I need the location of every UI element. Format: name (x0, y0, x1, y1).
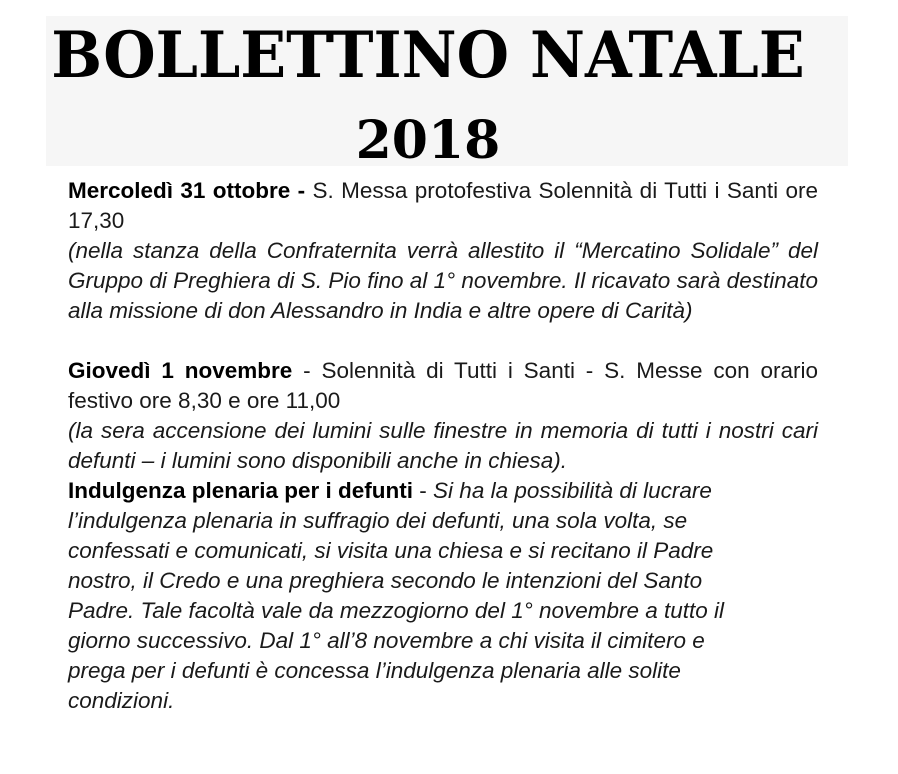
entry-1-november (68, 356, 818, 416)
indulgence-separator: - (413, 478, 434, 503)
entry-date: Giovedì 1 novembre (68, 358, 293, 383)
indulgence-text: Si ha la possibilità di lucrare l’indulgenza plenaria in suffragio dei defunti, una sola volta, se confessati e comunicati, si visita una chiesa e si recitano il Padre nostro, il Credo e una preghiera secondo le intenzioni del Santo Padre. Tale facoltà vale da mezzogiorno del 1° novembre a tutto il giorno successivo. Dal 1° all’8 novembre a chi visita il cimitero e prega per i defunti è concessa l’indulgenza plenaria alle solite condizioni. (68, 478, 725, 713)
page-title-year: 2018 (355, 110, 501, 171)
page-title: BOLLETTINO NATALE (51, 18, 805, 93)
spacer (68, 326, 818, 356)
entry-note: (la sera accensione dei lumini sulle finestre in memoria di tutti i nostri cari defunti – i lumini sono disponibili anche in chiesa). (68, 418, 818, 473)
indulgence-heading: Indulgenza plenaria per i defunti (68, 478, 414, 503)
entry-note: (nella stanza della Confraternita verrà allestito il “Mercatino Solidale” del Gruppo di Preghiera di S. Pio fino al 1° novembre. Il ricavato sarà destinato alla missione di don Alessandro in India e altre opere di Carità) (68, 238, 818, 323)
entry-date: Mercoledì 31 ottobre - (68, 178, 306, 203)
indulgence-section (68, 476, 758, 716)
bulletin-body (68, 176, 818, 716)
entry-31-october (68, 176, 818, 236)
entry-text: - Solennità di Tutti i Santi - S. Messe con orario festivo ore 8,30 e ore 11,00 (68, 358, 818, 413)
entry-text: S. Messa protofestiva Solennità di Tutti i Santi ore 17,30 (68, 178, 818, 233)
